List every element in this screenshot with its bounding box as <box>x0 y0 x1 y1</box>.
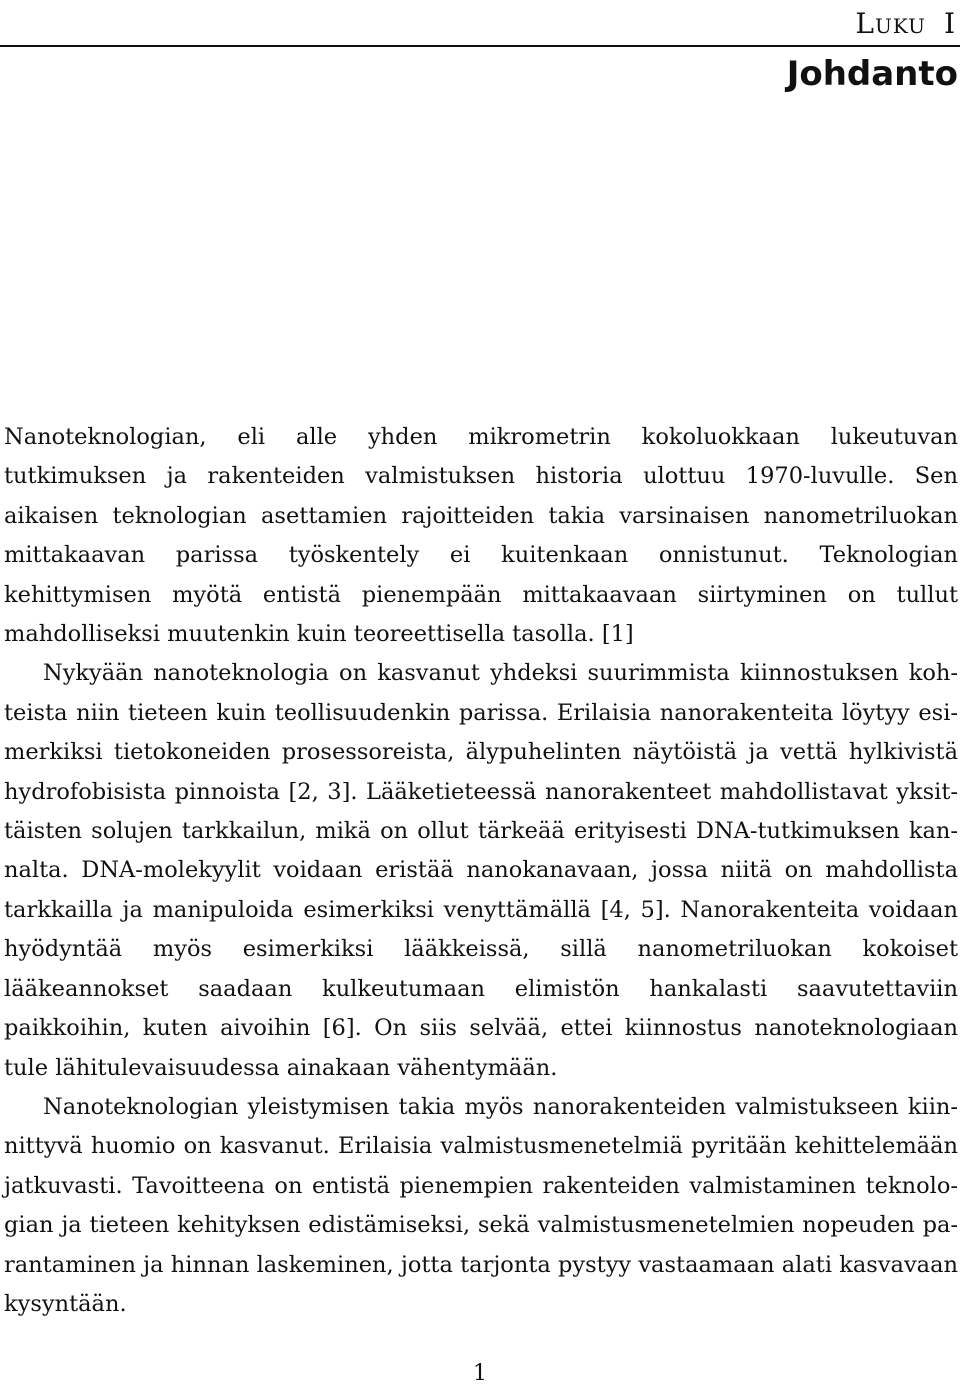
body-text <box>4 418 958 1324</box>
chapter-header <box>0 6 960 46</box>
chapter-number: I <box>943 7 956 40</box>
header-rule <box>0 45 960 47</box>
chapter-label <box>855 7 960 40</box>
paragraph-3: Nanoteknologian yleistymisen takia myös nanorakenteiden valmistukseen kiinnittyvä huomio on kasvanut. Erilaisia valmistusmenetelmiä pyritään kehittelemään jatkuvasti. Tavoitteena on entistä pienempien rakenteiden valmistaminen teknologian ja tieteen kehityksen edistämiseksi, sekä valmistusmenetelmien nopeuden parantaminen ja hinnan laskeminen, jotta tarjonta pystyy vastaamaan alati kasvavaan kysyntään. <box>4 1093 958 1317</box>
page-number: 1 <box>473 1361 487 1386</box>
paragraph-1: Nanoteknologian, eli alle yhden mikrometrin kokoluokkaan lukeutuvan tutkimuksen ja rakenteiden valmistuksen historia ulottuu 1970-luvulle. Sen aikaisen teknologian asettamien rajoitteiden takia varsinaisen nanometriluokan mittakaavan parissa työskentely ei kuitenkaan onnistunut. Teknologian kehittymisen myötä entistä pienempään mittakaavaan siirtyminen on tullut mahdolliseksi muutenkin kuin teoreettisella tasolla. [1] <box>4 424 958 648</box>
paragraph-2: Nykyään nanoteknologia on kasvanut yhdeksi suurimmista kiinnostuksen kohteista niin tieteen kuin teollisuudenkin parissa. Erilaisia nanorakenteita löytyy esimerkiksi tietokoneiden prosessoreista, älypuhelinten näytöistä ja vettä hylkivistä hydrofobisista pinnoista [2, 3]. Lääketieteessä nanorakenteet mahdollistavat yksittäisten solujen tarkkailun, mikä on ollut tärkeää erityisesti DNA-tutkimuksen kannalta. DNA-molekyylit voidaan eristää nanokanavaan, jossa niitä on mahdollista tarkkailla ja manipuloida esimerkiksi venyttämällä [4, 5]. Nanorakenteita voidaan hyödyntää myös esimerkiksi lääkkeissä, sillä nanometriluokan kokoiset lääkeannokset saadaan kulkeutumaan elimistön hankalasti saavutettaviin paikkoihin, kuten aivoihin [6]. On siis selvää, ettei kiinnostus nanoteknologiaan tule lähitulevaisuudessa ainakaan vähentymään. <box>4 660 958 1081</box>
chapter-title: Johdanto <box>786 54 958 94</box>
chapter-word: Luku <box>855 7 926 40</box>
